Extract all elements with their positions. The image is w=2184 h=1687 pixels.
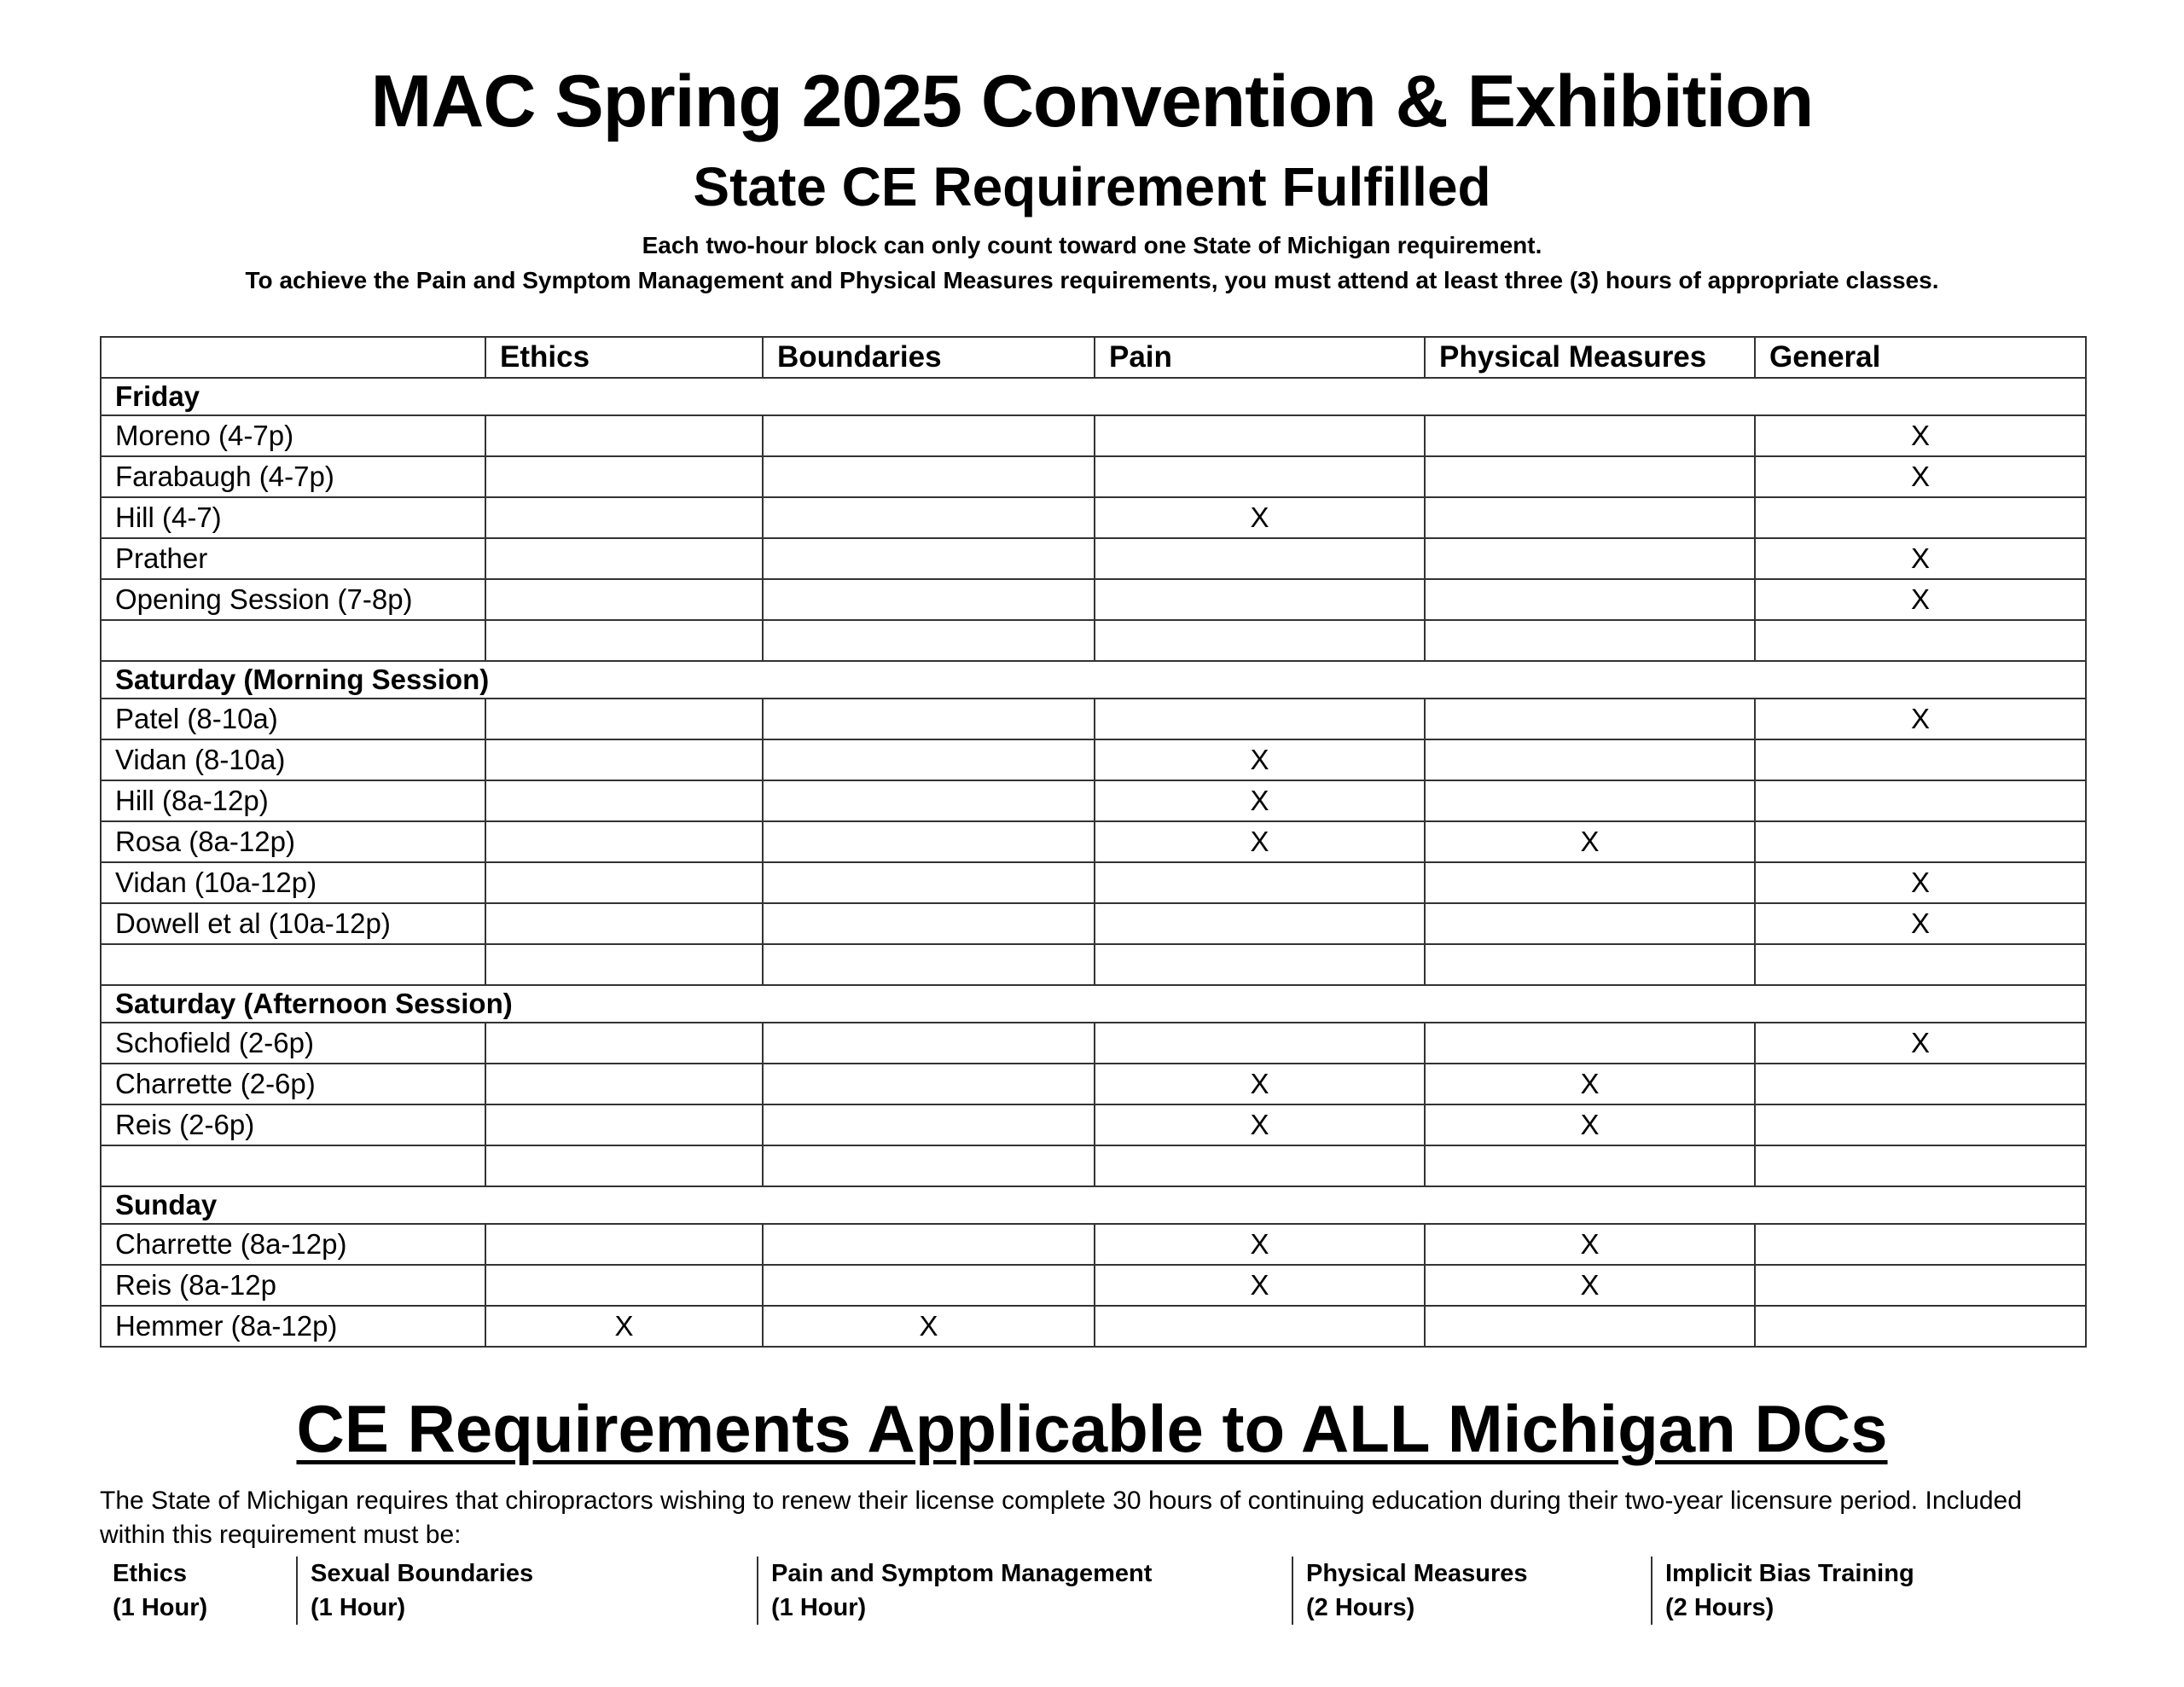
requirement-mark	[485, 821, 763, 862]
page-title: MAC Spring 2025 Convention & Exhibition	[370, 61, 1814, 142]
requirement-name: Pain and Symptom Management	[771, 1560, 1153, 1587]
requirement-mark	[1755, 1265, 2086, 1306]
requirement-mark	[1095, 1306, 1425, 1347]
requirement-item	[1292, 1557, 1647, 1625]
requirement-name: Physical Measures	[1306, 1560, 1528, 1587]
session-name: Hemmer (8a-12p)	[101, 1306, 485, 1347]
table-row	[101, 1265, 2086, 1306]
requirement-mark	[1425, 1145, 1755, 1186]
requirement-hours: (1 Hour)	[771, 1594, 867, 1621]
table-row	[101, 862, 2086, 903]
requirement-mark	[763, 456, 1095, 497]
table-row	[101, 1023, 2086, 1064]
requirement-mark	[1095, 944, 1425, 985]
page-subtitle: State CE Requirement Fulfilled	[693, 156, 1491, 217]
session-name: Dowell et al (10a-12p)	[101, 903, 485, 944]
requirement-item	[757, 1557, 1292, 1625]
requirement-mark	[1425, 456, 1755, 497]
requirement-mark	[1425, 944, 1755, 985]
requirement-item	[100, 1557, 283, 1625]
requirement-mark: X	[1755, 903, 2086, 944]
requirement-mark	[485, 903, 763, 944]
table-row	[101, 944, 2086, 985]
session-name: Rosa (8a-12p)	[101, 821, 485, 862]
requirement-mark	[485, 1023, 763, 1064]
requirement-mark: X	[1425, 1265, 1755, 1306]
requirement-mark	[763, 1265, 1095, 1306]
requirement-mark: X	[1095, 739, 1425, 780]
column-header: Ethics	[485, 337, 763, 378]
requirement-mark: X	[1425, 1104, 1755, 1145]
section-label: Friday	[101, 378, 2086, 415]
table-row	[101, 739, 2086, 780]
requirement-name: Sexual Boundaries	[311, 1560, 534, 1587]
requirement-mark	[1755, 1224, 2086, 1265]
requirement-mark	[485, 739, 763, 780]
requirement-mark	[763, 944, 1095, 985]
requirement-mark	[1425, 538, 1755, 579]
requirement-mark: X	[1755, 415, 2086, 456]
requirement-mark	[1425, 579, 1755, 620]
requirement-mark: X	[1095, 780, 1425, 821]
requirement-mark	[763, 862, 1095, 903]
requirement-item	[1651, 1557, 2007, 1625]
requirement-mark: X	[485, 1306, 763, 1347]
requirement-mark: X	[1425, 821, 1755, 862]
column-header: Physical Measures	[1425, 337, 1755, 378]
requirement-mark	[763, 579, 1095, 620]
requirement-item	[296, 1557, 754, 1625]
requirement-name: Ethics	[113, 1560, 188, 1587]
requirement-mark: X	[1095, 1064, 1425, 1104]
ce-table	[100, 336, 2087, 1348]
requirement-hours: (1 Hour)	[113, 1594, 208, 1621]
table-row	[101, 780, 2086, 821]
table-row	[101, 1145, 2086, 1186]
requirement-mark	[763, 821, 1095, 862]
requirement-mark	[1095, 456, 1425, 497]
table-row	[101, 415, 2086, 456]
session-name: Hill (4-7)	[101, 497, 485, 538]
section-row	[101, 985, 2086, 1023]
requirement-mark	[763, 780, 1095, 821]
requirement-mark: X	[1755, 1023, 2086, 1064]
requirement-mark	[1095, 415, 1425, 456]
requirement-mark	[763, 620, 1095, 661]
requirement-mark	[763, 1224, 1095, 1265]
requirement-mark	[763, 1064, 1095, 1104]
session-name	[101, 1145, 485, 1186]
requirement-mark	[1425, 862, 1755, 903]
requirement-mark	[1095, 579, 1425, 620]
session-name: Hill (8a-12p)	[101, 780, 485, 821]
requirement-hours: (1 Hour)	[311, 1594, 406, 1621]
session-name: Patel (8-10a)	[101, 699, 485, 739]
requirement-mark: X	[1755, 699, 2086, 739]
section-row	[101, 1186, 2086, 1224]
requirement-mark	[485, 415, 763, 456]
requirement-mark: X	[1095, 497, 1425, 538]
table-row	[101, 456, 2086, 497]
requirement-mark: X	[763, 1306, 1095, 1347]
requirement-mark	[1095, 620, 1425, 661]
session-name: Charrette (2-6p)	[101, 1064, 485, 1104]
requirement-mark	[485, 1224, 763, 1265]
requirement-mark	[485, 1104, 763, 1145]
requirement-hours: (2 Hours)	[1306, 1594, 1415, 1621]
requirement-hours: (2 Hours)	[1665, 1594, 1774, 1621]
session-name: Reis (2-6p)	[101, 1104, 485, 1145]
requirement-mark: X	[1755, 862, 2086, 903]
requirement-mark	[763, 415, 1095, 456]
session-name	[101, 944, 485, 985]
requirement-mark	[485, 1265, 763, 1306]
requirement-mark: X	[1755, 538, 2086, 579]
requirement-mark	[1425, 699, 1755, 739]
requirement-mark	[1755, 620, 2086, 661]
requirement-mark	[1095, 699, 1425, 739]
requirement-mark	[485, 780, 763, 821]
requirement-mark	[1755, 739, 2086, 780]
requirement-mark	[1095, 538, 1425, 579]
requirement-mark	[485, 538, 763, 579]
column-header: General	[1755, 337, 2086, 378]
requirement-mark: X	[1095, 1104, 1425, 1145]
section-label: Saturday (Afternoon Session)	[101, 985, 2086, 1023]
requirement-mark	[1755, 1306, 2086, 1347]
requirement-mark: X	[1425, 1064, 1755, 1104]
session-name: Schofield (2-6p)	[101, 1023, 485, 1064]
requirement-mark: X	[1095, 1265, 1425, 1306]
column-header	[101, 337, 485, 378]
requirement-mark	[485, 944, 763, 985]
requirement-mark: X	[1755, 456, 2086, 497]
requirement-mark	[1095, 903, 1425, 944]
requirement-mark	[763, 538, 1095, 579]
table-row	[101, 1064, 2086, 1104]
requirement-mark	[485, 862, 763, 903]
requirement-mark	[485, 620, 763, 661]
requirement-mark	[1755, 944, 2086, 985]
note-1: Each two-hour block can only count toward one State of Michigan requirement.	[642, 232, 1542, 258]
session-name: Vidan (8-10a)	[101, 739, 485, 780]
requirement-mark	[485, 579, 763, 620]
column-header: Pain	[1095, 337, 1425, 378]
section-row	[101, 661, 2086, 699]
requirement-mark	[1425, 497, 1755, 538]
requirement-mark: X	[1425, 1224, 1755, 1265]
session-name: Reis (8a-12p	[101, 1265, 485, 1306]
requirement-mark	[1095, 1145, 1425, 1186]
section-row	[101, 378, 2086, 415]
table-row	[101, 579, 2086, 620]
requirement-mark	[1755, 1104, 2086, 1145]
session-name: Moreno (4-7p)	[101, 415, 485, 456]
requirement-mark	[485, 699, 763, 739]
requirement-mark	[763, 903, 1095, 944]
requirement-mark	[485, 1064, 763, 1104]
table-row	[101, 1104, 2086, 1145]
requirement-mark: X	[1095, 1224, 1425, 1265]
table-row	[101, 538, 2086, 579]
table-row	[101, 699, 2086, 739]
column-header: Boundaries	[763, 337, 1095, 378]
session-name	[101, 620, 485, 661]
table-row	[101, 1224, 2086, 1265]
requirement-name: Implicit Bias Training	[1665, 1560, 1914, 1587]
requirement-mark	[1755, 780, 2086, 821]
note-2: To achieve the Pain and Symptom Management and Physical Measures requirements, you must attend at least three (3) hours of appropriate classes.	[245, 267, 1939, 293]
requirement-mark	[485, 456, 763, 497]
section-label: Sunday	[101, 1186, 2086, 1224]
requirement-mark	[763, 1023, 1095, 1064]
table-row	[101, 497, 2086, 538]
requirement-mark	[1425, 415, 1755, 456]
requirement-mark	[1425, 903, 1755, 944]
requirement-mark: X	[1755, 579, 2086, 620]
requirement-mark	[1755, 497, 2086, 538]
section-label: Saturday (Morning Session)	[101, 661, 2086, 699]
requirements-heading: CE Requirements Applicable to ALL Michigan DCs	[296, 1391, 1888, 1466]
requirement-mark	[1755, 821, 2086, 862]
table-row	[101, 821, 2086, 862]
requirement-mark	[1755, 1145, 2086, 1186]
requirement-mark	[485, 1145, 763, 1186]
session-name: Opening Session (7-8p)	[101, 579, 485, 620]
table-row	[101, 1306, 2086, 1347]
requirement-mark	[763, 497, 1095, 538]
requirement-mark	[1755, 1064, 2086, 1104]
requirement-mark	[763, 1145, 1095, 1186]
requirement-mark	[1425, 620, 1755, 661]
session-name: Prather	[101, 538, 485, 579]
requirement-mark	[1425, 1306, 1755, 1347]
requirement-mark	[763, 699, 1095, 739]
requirement-mark	[485, 497, 763, 538]
requirement-mark	[1095, 1023, 1425, 1064]
requirement-mark	[1425, 1023, 1755, 1064]
table-row	[101, 620, 2086, 661]
requirement-mark	[1425, 780, 1755, 821]
requirement-mark	[763, 1104, 1095, 1145]
session-name: Farabaugh (4-7p)	[101, 456, 485, 497]
session-name: Vidan (10a-12p)	[101, 862, 485, 903]
requirement-mark: X	[1095, 821, 1425, 862]
requirements-paragraph: The State of Michigan requires that chiropractors wishing to renew their license complete 30 hours of continuing education during their two-year licensure period. Included within this requirement must be:	[100, 1487, 2022, 1549]
session-name: Charrette (8a-12p)	[101, 1224, 485, 1265]
requirement-mark	[1095, 862, 1425, 903]
table-row	[101, 903, 2086, 944]
requirement-mark	[763, 739, 1095, 780]
requirement-mark	[1425, 739, 1755, 780]
